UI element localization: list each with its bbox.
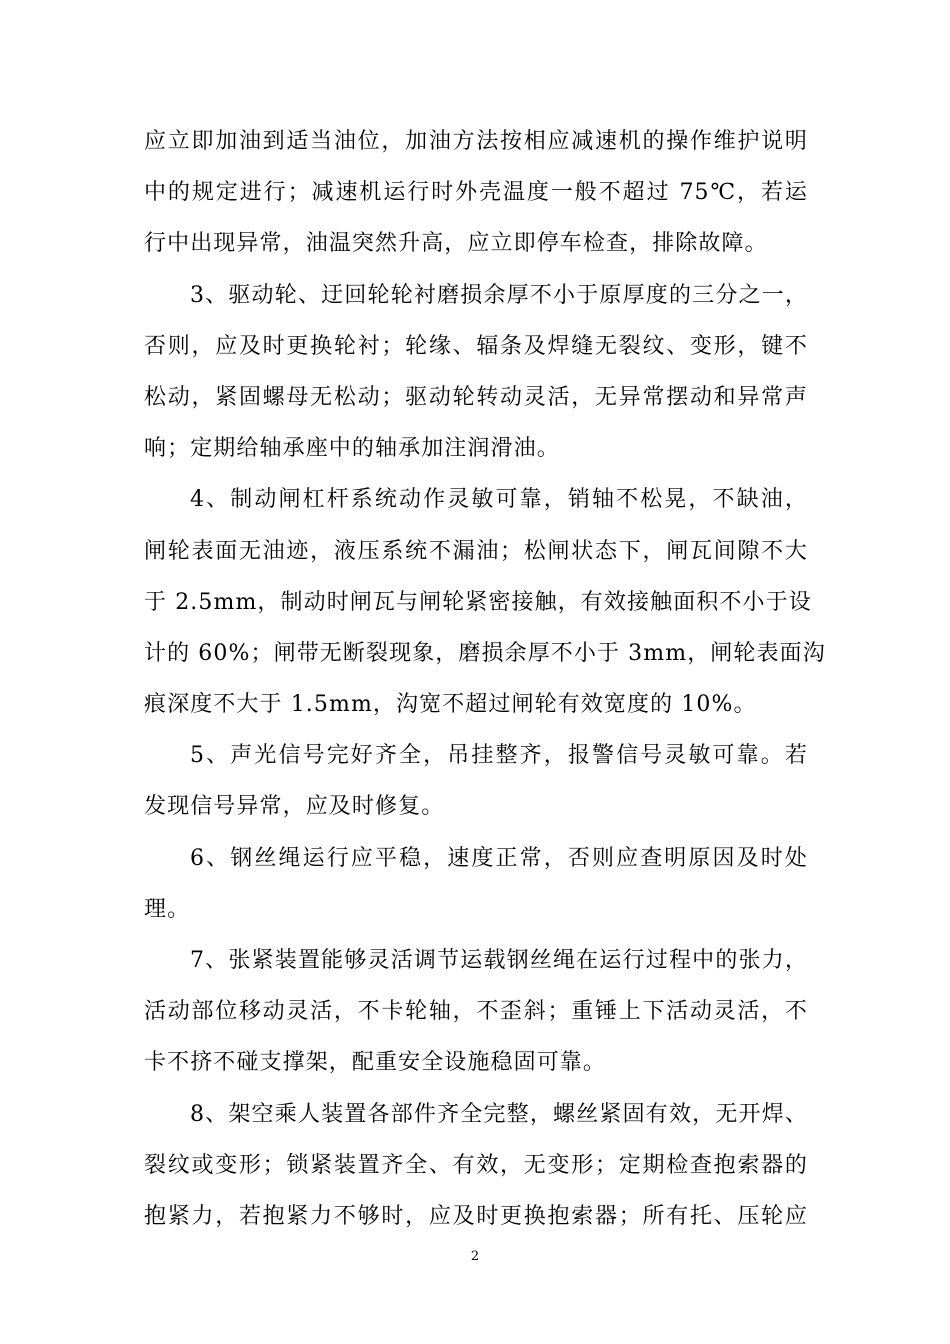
paragraph-line: 发现信号异常，应及时修复。: [144, 794, 445, 820]
paragraph-line: 抱紧力，若抱紧力不够时，应及时更换抱索器；所有托、压轮应: [144, 1203, 808, 1229]
paragraph-line: 响；定期给轴承座中的轴承加注润滑油。: [144, 436, 560, 462]
paragraph-line: 松动，紧固螺母无松动；驱动轮转动灵活，无异常摆动和异常声: [144, 384, 808, 410]
paragraph-line: 行中出现异常，油温突然升高，应立即停车检查，排除故障。: [144, 231, 768, 257]
paragraph-line: 4、制动闸杠杆系统动作灵敏可靠，销轴不松晃，不缺油，: [190, 487, 808, 513]
paragraph-line: 5、声光信号完好齐全，吊挂整齐，报警信号灵敏可靠。若: [190, 743, 808, 769]
paragraph-line: 于 2.5mm，制动时闸瓦与闸轮紧密接触，有效接触面积不小于设: [144, 589, 812, 615]
paragraph-line: 活动部位移动灵活，不卡轮轴，不歪斜；重锤上下活动灵活，不: [144, 999, 808, 1025]
page-number: 2: [470, 1249, 480, 1264]
paragraph-line: 卡不挤不碰支撑架，配重安全设施稳固可靠。: [144, 1050, 607, 1076]
paragraph-line: 6、钢丝绳运行应平稳，速度正常，否则应查明原因及时处: [190, 845, 808, 871]
paragraph-line: 7、张紧装置能够灵活调节运载钢丝绳在运行过程中的张力，: [190, 948, 808, 973]
paragraph-line: 应立即加油到适当油位，加油方法按相应减速机的操作维护说明: [144, 129, 808, 154]
paragraph-line: 8、架空乘人装置各部件齐全完整，螺丝紧固有效，无开焊、: [190, 1101, 808, 1127]
paragraph-line: 否则，应及时更换轮衬；轮缘、辐条及焊缝无裂纹、变形，键不: [144, 333, 808, 359]
paragraph-line: 中的规定进行；减速机运行时外壳温度一般不超过 75℃，若运: [144, 180, 808, 206]
paragraph-line: 痕深度不大于 1.5mm，沟宽不超过闸轮有效宽度的 10%。: [144, 692, 757, 718]
paragraph-line: 理。: [144, 896, 191, 922]
body-text: [144, 116, 826, 1242]
paragraph-line: 裂纹或变形；锁紧装置齐全、有效，无变形；定期检查抱索器的: [144, 1152, 808, 1178]
paragraph-line: 闸轮表面无油迹，液压系统不漏油；松闸状态下，闸瓦间隙不大: [144, 538, 808, 564]
paragraph-line: 3、驱动轮、迂回轮轮衬磨损余厚不小于原厚度的三分之一，: [190, 282, 808, 308]
paragraph-line: 计的 60%；闸带无断裂现象，磨损余厚不小于 3mm，闸轮表面沟: [144, 640, 826, 666]
